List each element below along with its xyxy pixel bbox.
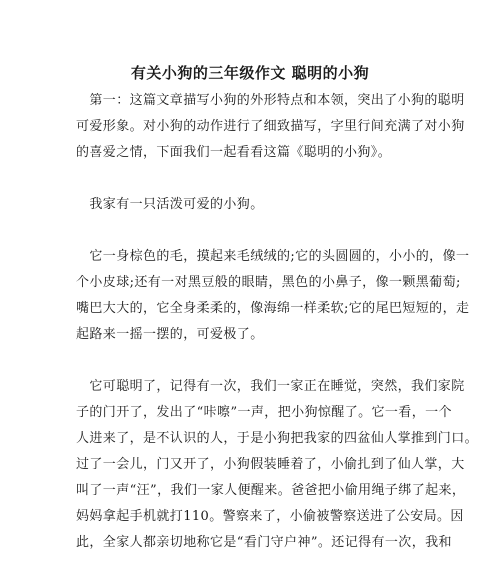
text-line: 叫了一声“汪”，我们一家人便醒来。爸爸把小偷用绳子绑了起来， [76,483,466,498]
text-line: 人进来了，是不认识的人，于是小狗把我家的四盆仙人掌推到门口。 [76,431,479,446]
paragraph-story [76,374,479,556]
paragraph-appearance [76,244,470,348]
text-line: 妈妈拿起手机就打110。警察来了，小偷被警察送进了公安局。因 [76,509,464,524]
text-line: 它可聪明了，记得有一次，我们一家正在睡觉，突然，我们家院 [76,379,465,394]
text-line: 起路来一摇一摆的，可爱极了。 [76,327,264,342]
text-line: 过了一会儿，门又开了，小狗假装睡着了，小偷扎到了仙人掌，大 [76,457,465,472]
text-line: 可爱形象。对小狗的动作进行了细致描写，字里行间充满了对小狗 [76,119,465,134]
text-line: 个小皮球;还有一对黑豆般的眼睛，黑色的小鼻子，像一颗黑葡萄; [76,275,461,290]
document-title: 有关小狗的三年级作文 聪明的小狗 [130,64,370,82]
text-line: 嘴巴大大的，它全身柔柔的，像海绵一样柔软;它的尾巴短短的，走 [76,301,470,316]
paragraph-opening [76,192,436,218]
text-line: 子的门开了，发出了“咔嚓”一声，把小狗惊醒了。它一看，一个 [76,405,452,420]
text-line: 我家有一只活泼可爱的小狗。 [76,197,264,212]
paragraph-intro [76,88,465,166]
text-line: 的喜爱之情，下面我们一起看看这篇《聪明的小狗》。 [76,145,392,160]
text-line: 第一：这篇文章描写小狗的外形特点和本领，突出了小狗的聪明 [76,93,465,108]
text-line: 它一身棕色的毛，摸起来毛绒绒的;它的头圆圆的，小小的，像一 [76,249,470,264]
text-line: 此，全家人都亲切地称它是“看门守户神”。还记得有一次，我和 [76,535,452,550]
